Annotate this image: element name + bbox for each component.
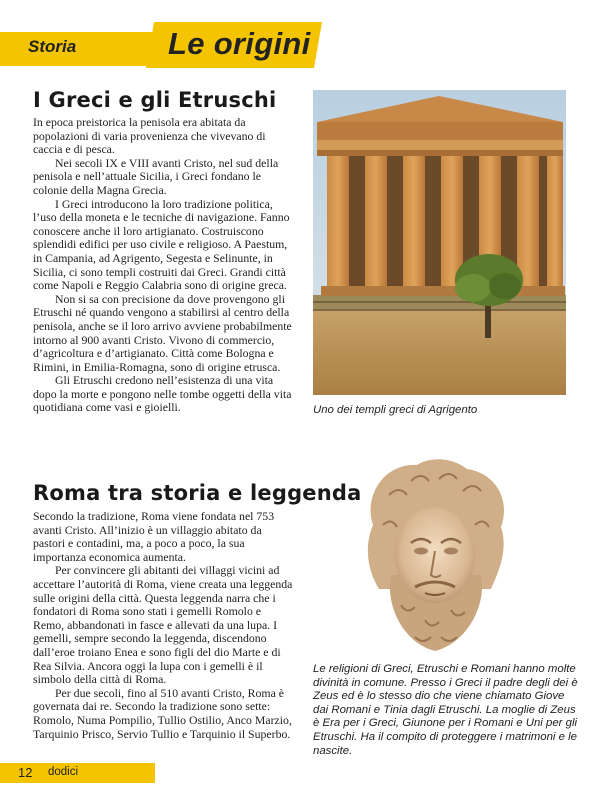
section1-text [33,116,295,415]
paragraph: Secondo la tradizione, Roma viene fondata nel 753 avanti Cristo. All’inizio è un villaggio abitato da pastori e contadini, ma, a poco a poco, la sua importanza economica aumenta. [33,509,275,564]
paragraph: Per due secoli, fino al 510 avanti Cristo, Roma è governata dai re. Secondo la tradizione sono sette: Romolo, Numa Pompilio, Tullio Ostilio, Anco Marzio, Tarquinio Prisco, Servio Tullio e Tarquinio il Superbo. [33,685,292,741]
page-number-word: dodici [48,766,79,778]
section2-text [33,510,295,741]
page-title: Le origini [168,26,311,61]
section-heading-roma: Roma tra storia e leggenda [33,481,362,505]
zeus-bust-photo [355,455,515,655]
page-header [0,22,616,66]
section-heading-greci-etruschi: I Greci e gli Etruschi [33,88,277,112]
page-number: 12 [18,765,33,780]
temple-photo [313,90,566,395]
page-footer [0,763,155,783]
section-tab [0,32,160,66]
temple-caption: Uno dei templi greci di Agrigento [313,404,478,416]
paragraph: Non si sa con precisione da dove provengono gli Etruschi né quando vengono a stabilirsi al centro della penisola, anche se il loro arrivo avviene probabilmente intorno al 900 avanti Cristo. Vivono di commercio, d’agricoltura e d’artigianato. Città come Bologna e Rimini, in Emilia-Romagna, sono di origine etrusca. [33,291,292,374]
paragraph: Nei secoli IX e VIII avanti Cristo, nel sud della penisola e nell’attuale Sicilia, i Greci fondano le colonie della Magna Grecia. [33,155,279,197]
paragraph: I Greci introducono la loro tradizione politica, l’uso della moneta e le tecniche di navigazione. Fanno conoscere anche il loro artigianato. Costruiscono splendidi edifici per uso civile e religioso. A Paestum, in Campania, ad Agrigento, Segesta e Selinunte, in Sicilia, ci sono templi costruiti dai Greci. Grandi città come Napoli e Reggio Calabria sono di origine greca. [33,196,290,293]
zeus-caption: Le religioni di Greci, Etruschi e Romani hanno molte divinità in comune. Presso i Greci il padre degli dei è Zeus ed è lo stesso dio che viene chiamato Giove dai Romani e Tinia dagli Etruschi. La moglie di Zeus è Era per i Greci, Giunone per i Romani e Uni per gli Etruschi. Ha il compito di proteggere i matrimoni e le nascite. [313,663,578,757]
paragraph: Per convincere gli abitanti dei villaggi vicini ad accettare l’autorità di Roma, viene creata una leggenda sulle origini della città. Questa leggenda narra che i fondatori di Roma sono stati i gemelli Romolo e Remo, abbandonati in fasce e allevati da una lupa. I gemelli, sempre secondo la leggenda, discendono dall’eroe troiano Enea e sono figli del dio Marte e di Rea Silvia. Ancora oggi la lupa con i gemelli è il simbolo della città di Roma. [33,563,293,687]
section-label: Storia [28,37,77,56]
paragraph: Gli Etruschi credono nell’esistenza di una vita dopo la morte e pongono nelle tombe oggetti della vita quotidiana come vasi e gioielli. [33,373,292,415]
paragraph: In epoca preistorica la penisola era abitata da popolazioni di varia provenienza che vivevano di caccia e di pesca. [33,115,266,157]
